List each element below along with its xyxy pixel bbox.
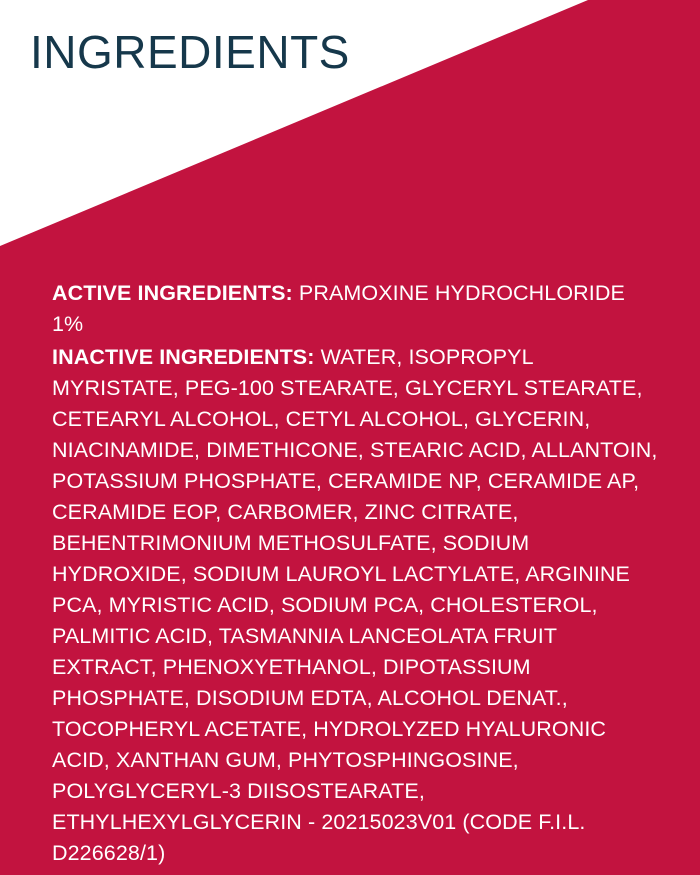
inactive-ingredients-text: WATER, ISOPROPYL MYRISTATE, PEG-100 STEARATE, GLYCERYL STEARATE, CETEARYL ALCOHOL, CETYL ALCOHOL, GLYCERIN, NIACINAMIDE, DIMETHICONE, STEARIC ACID, ALLANTOIN, POTASSIUM PHOSPHATE, CERAMIDE NP, CERAMIDE AP, CERAMIDE EOP, CARBOMER, ZINC CITRATE, BEHENTRIMONIUM METHOSULFATE, SODIUM HYDROXIDE, SODIUM LAUROYL LACTYLATE, ARGININE PCA, MYRISTIC ACID, SODIUM PCA, CHOLESTEROL, PALMITIC ACID, TASMANNIA LANCEOLATA FRUIT EXTRACT, PHENOXYETHANOL, DIPOTASSIUM PHOSPHATE, DISODIUM EDTA, ALCOHOL DENAT., TOCOPHERYL ACETATE, HYDROLYZED HYALURONIC ACID, XANTHAN GUM, PHYTOSPHINGOSINE, POLYGLYCERYL-3 DIISOSTEARATE, ETHYLHEXYLGLYCERIN - 20215023V01 (CODE F.I.L. D226628/1) <box>52 345 658 865</box>
inactive-ingredients-paragraph <box>52 342 662 869</box>
active-ingredients-label: ACTIVE INGREDIENTS: <box>52 281 293 305</box>
active-ingredients-text: PRAMOXINE HYDROCHLORIDE 1% <box>52 281 625 336</box>
inactive-ingredients-label: INACTIVE INGREDIENTS: <box>52 345 315 369</box>
ingredients-text-block <box>52 278 662 871</box>
active-ingredients-paragraph <box>52 278 662 340</box>
page-title: INGREDIENTS <box>30 26 350 78</box>
